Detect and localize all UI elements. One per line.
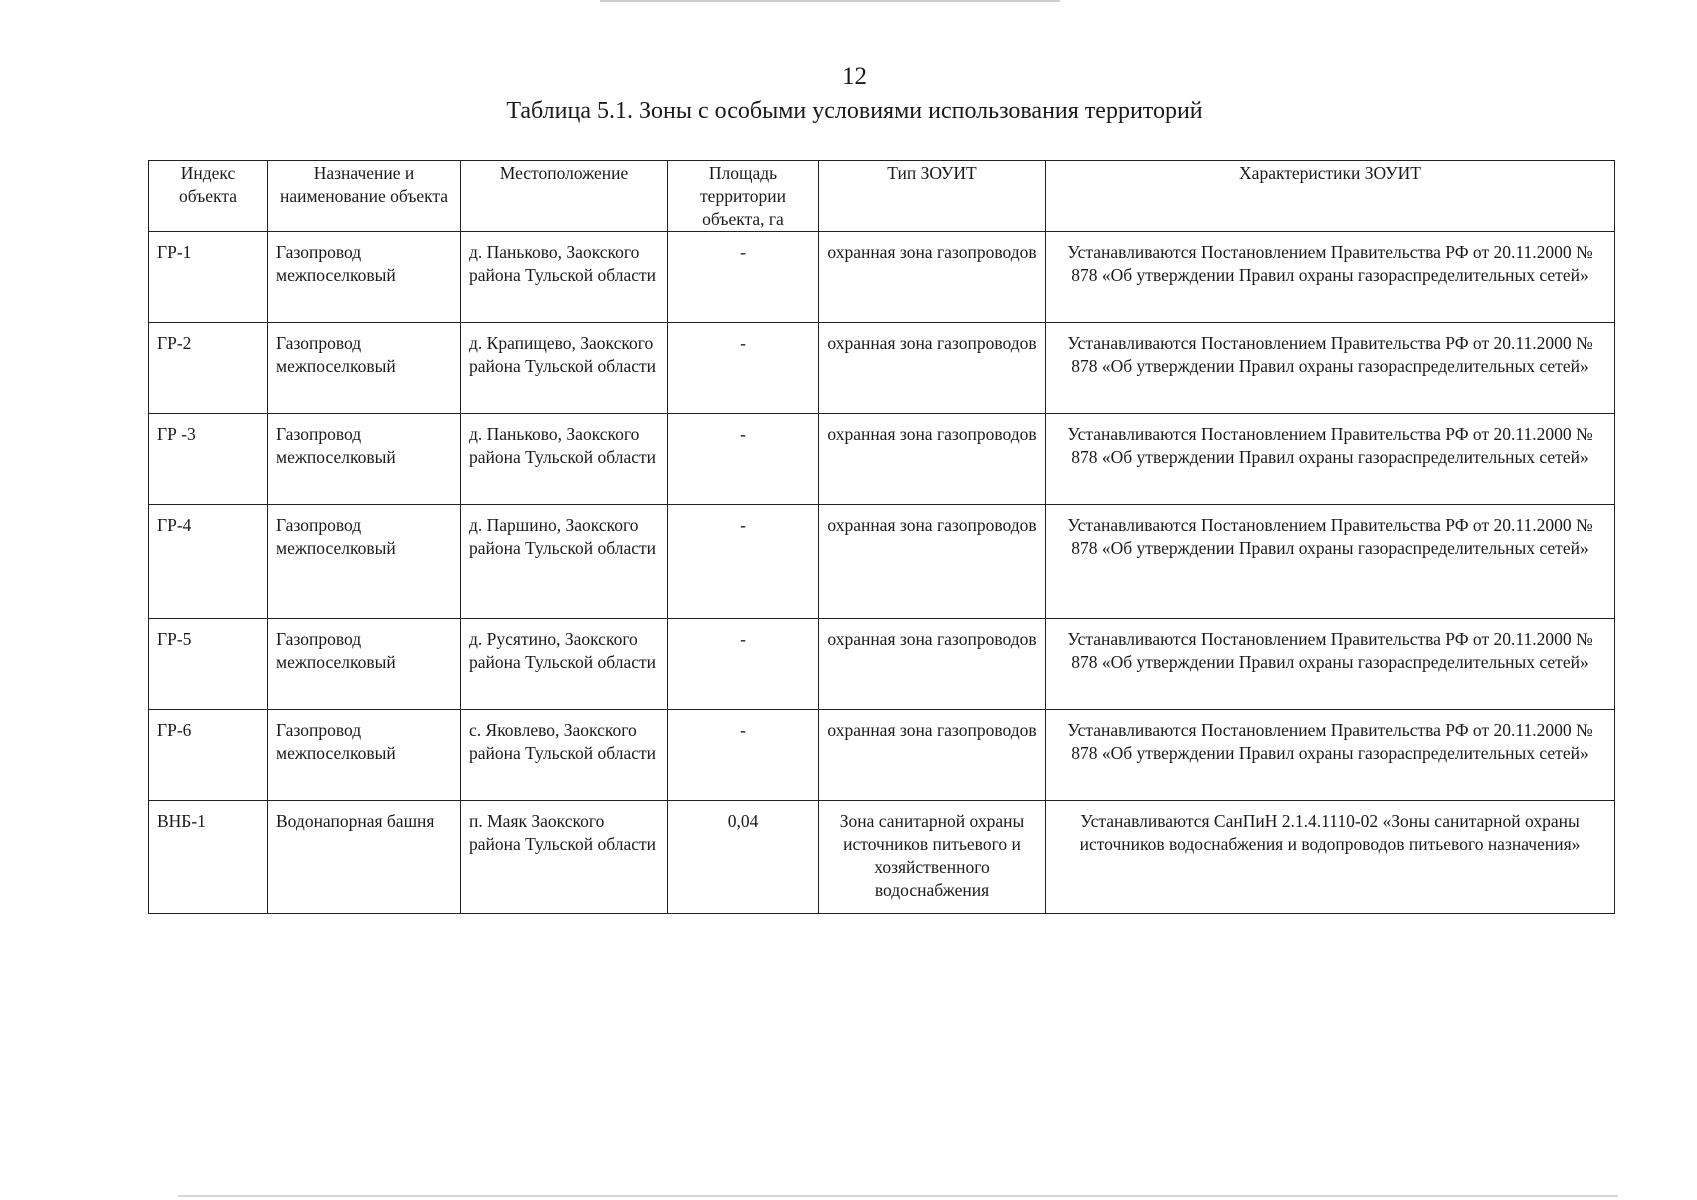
cell-area: 0,04 [668,801,819,914]
zones-table [148,160,1615,914]
cell-characteristics: Устанавливаются Постановлением Правительства РФ от 20.11.2000 № 878 «Об утверждении Правил охраны газораспределительных сетей» [1046,619,1615,710]
cell-type: охранная зона газопроводов [819,619,1046,710]
header-characteristics: Характеристики ЗОУИТ [1046,161,1615,232]
cell-index: ГР-6 [149,710,268,801]
table-row [149,710,1615,801]
table-row [149,232,1615,323]
header-type: Тип ЗОУИТ [819,161,1046,232]
table-row [149,505,1615,619]
table-row [149,619,1615,710]
cell-area: - [668,710,819,801]
cell-area: - [668,323,819,414]
cell-type: охранная зона газопроводов [819,323,1046,414]
page-number-text: 12 [842,63,867,90]
cell-area: - [668,414,819,505]
cell-area: - [668,505,819,619]
table-row [149,801,1615,914]
table-title-text: Таблица 5.1. Зоны с особыми условиями использования территорий [506,98,1203,124]
cell-type: охранная зона газопроводов [819,505,1046,619]
cell-location: д. Паршино, Заокского района Тульской области [461,505,668,619]
table-header-row [149,161,1615,232]
cell-index: ГР-2 [149,323,268,414]
cell-location: д. Русятино, Заокского района Тульской области [461,619,668,710]
cell-characteristics: Устанавливаются Постановлением Правительства РФ от 20.11.2000 № 878 «Об утверждении Правил охраны газораспределительных сетей» [1046,414,1615,505]
cell-index: ГР-5 [149,619,268,710]
cell-index: ГР-4 [149,505,268,619]
page-number [0,62,1697,92]
cell-characteristics: Устанавливаются Постановлением Правительства РФ от 20.11.2000 № 878 «Об утверждении Правил охраны газораспределительных сетей» [1046,710,1615,801]
cell-index: ВНБ-1 [149,801,268,914]
table-title [0,96,1697,126]
cell-type: охранная зона газопроводов [819,414,1046,505]
cell-characteristics: Устанавливаются Постановлением Правительства РФ от 20.11.2000 № 878 «Об утверждении Правил охраны газораспределительных сетей» [1046,323,1615,414]
cell-name: Газопровод межпоселковый [268,710,461,801]
cell-name: Водонапорная башня [268,801,461,914]
cell-location: п. Маяк Заокского района Тульской области [461,801,668,914]
header-area: Площадь территории объекта, га [668,161,819,232]
cell-location: д. Крапищево, Заокского района Тульской области [461,323,668,414]
cell-name: Газопровод межпоселковый [268,505,461,619]
header-index: Индекс объекта [149,161,268,232]
cell-type: Зона санитарной охраны источников питьевого и хозяйственного водоснабжения [819,801,1046,914]
cell-name: Газопровод межпоселковый [268,414,461,505]
cell-name: Газопровод межпоселковый [268,323,461,414]
cell-location: д. Паньково, Заокского района Тульской области [461,232,668,323]
cell-area: - [668,619,819,710]
cell-characteristics: Устанавливаются Постановлением Правительства РФ от 20.11.2000 № 878 «Об утверждении Правил охраны газораспределительных сетей» [1046,232,1615,323]
cell-location: с. Яковлево, Заокского района Тульской области [461,710,668,801]
cell-characteristics: Устанавливаются СанПиН 2.1.4.1110-02 «Зоны санитарной охраны источников водоснабжения и водопроводов питьевого назначения» [1046,801,1615,914]
cell-name: Газопровод межпоселковый [268,232,461,323]
table-row [149,323,1615,414]
cell-name: Газопровод межпоселковый [268,619,461,710]
header-location: Местоположение [461,161,668,232]
cell-index: ГР-1 [149,232,268,323]
cell-index: ГР -3 [149,414,268,505]
cell-location: д. Паньково, Заокского района Тульской области [461,414,668,505]
cell-type: охранная зона газопроводов [819,232,1046,323]
cell-characteristics: Устанавливаются Постановлением Правительства РФ от 20.11.2000 № 878 «Об утверждении Правил охраны газораспределительных сетей» [1046,505,1615,619]
scan-edge-top [600,0,1060,2]
header-name: Назначение и наименование объекта [268,161,461,232]
scan-edge-bottom [178,1195,1618,1197]
cell-area: - [668,232,819,323]
cell-type: охранная зона газопроводов [819,710,1046,801]
table-row [149,414,1615,505]
